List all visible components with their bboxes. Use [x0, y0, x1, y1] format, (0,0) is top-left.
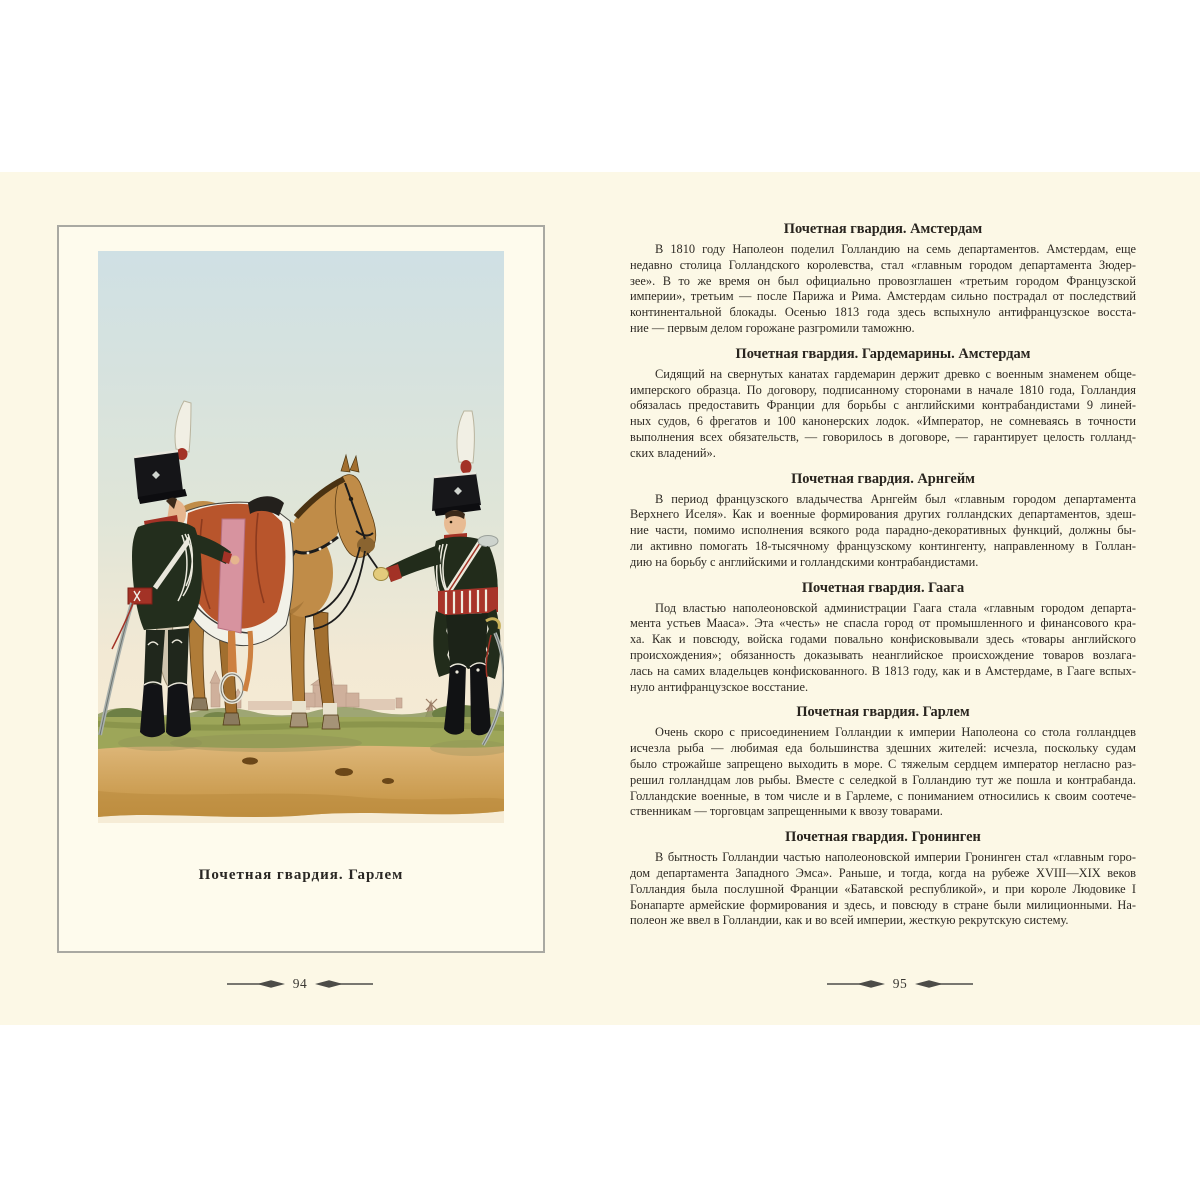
body-line: Верхнего Иселя». Как и военные формирования других голландских департаментов, здеш- — [630, 507, 1136, 522]
section-heading: Почетная гвардия. Гарлем — [796, 704, 970, 721]
shadow — [118, 735, 202, 751]
folio-right — [600, 976, 1200, 992]
hoof — [191, 698, 208, 710]
body-line: ских владений». — [630, 445, 716, 460]
illustration-plate — [57, 225, 545, 953]
body-line: зее». В то же время он был официально провозглашен «третьим городом Французской — [630, 273, 1136, 288]
body-line: нуло антифранцузское восстание. — [630, 679, 809, 694]
breeches — [446, 613, 488, 669]
body-line: Бонапарте армейские формирования и здесь, и повсюду в стране были милиционными. На- — [630, 897, 1136, 912]
section-heading: Почетная гвардия. Гардемарины. Амстердам — [735, 345, 1031, 362]
body-line: Сидящий на свернутых канатах гардемарин держит древко с военным знаменем обще- — [655, 366, 1136, 381]
boot-tassel — [476, 668, 479, 671]
folio-left — [0, 976, 600, 992]
flourish-left-of-94 — [227, 979, 285, 989]
paper-spread — [0, 172, 1200, 1025]
body-line: имперского образца. По договору, подписанному сторонами в начале 1810 года, Голландия — [630, 382, 1136, 397]
eye — [450, 521, 453, 524]
flourish-right-of-95 — [915, 979, 973, 989]
girth-pink — [218, 519, 245, 633]
section-heading: Почетная гвардия. Арнгейм — [791, 470, 975, 487]
text-section — [630, 580, 1136, 696]
hoof — [322, 715, 340, 729]
cartridge-box — [128, 588, 152, 604]
body-line: В период французского владычества Арнгейм был «главным городом департамента — [655, 491, 1136, 506]
boot — [140, 683, 165, 737]
body-line: В 1810 году Наполеон поделил Голландию на семь департаментов. Амстердам, еще — [655, 242, 1136, 256]
body-line: ние части, помимо исполнения всякого рода парадно-декоративных функций, должны бы- — [630, 523, 1136, 538]
body-line: исчезла рыба — любимая еда большинства здешних жителей: исчезла, поскольку судам — [630, 741, 1136, 756]
body-line: дом департамента Западного Эмса». Раньше, и тогда, когда на рубеже XVIII—XIX веков — [630, 865, 1136, 880]
dirt-clump — [335, 768, 353, 776]
plate-caption: Почетная гвардия. Гарлем — [198, 867, 404, 883]
text-section — [630, 346, 1136, 462]
glove-holding-bridle — [374, 568, 389, 581]
hoof — [223, 713, 240, 725]
plume-base-red — [461, 460, 472, 474]
section-heading: Почетная гвардия. Гронинген — [785, 829, 981, 846]
text-section — [630, 704, 1136, 820]
body-line: происхождения»; обязанность доказывать неанглийское происхождение товаров возлага- — [630, 647, 1136, 662]
body-line: Голландия была послушной Франции «Батавской республикой», и при короле Людовике I — [630, 881, 1136, 896]
dirt-clump — [382, 778, 394, 784]
body-line: континентальной блокады. Осенью 1813 года здесь вспыхнуло антифранцузское восста- — [630, 305, 1136, 320]
body-line: ственникам — торговцам запрещенными к ввозу товарами. — [630, 804, 943, 819]
body-line: дию на борьбу с английскими и голландскими контрабандистами. — [630, 554, 979, 569]
hoof — [290, 713, 308, 727]
breech-right — [168, 628, 189, 685]
body-line: полеон же ввел в Голландии, как и во всей империи, жесткую рекрутскую систему. — [630, 913, 1069, 928]
body-line: Очень скоро с присоединением Голландии к империи Наполеона со стола голландцев — [655, 725, 1136, 740]
section-heading: Почетная гвардия. Гаага — [801, 579, 965, 596]
flourish-left-of-95 — [827, 979, 885, 989]
boot-tassel — [455, 670, 458, 673]
body-line: лась на самих владельцев конфискованного. В 1813 году, как и в Амстердаме, в Гааге вспых- — [630, 663, 1136, 678]
body-line: было строжайше запрещено выходить в море. С тяжелым сердцем император негласно раз- — [630, 756, 1136, 771]
body-line: выполнения всех обязательств, — говорилось в договоре, — гарантирует целость голланд- — [630, 429, 1136, 444]
page-number-left: 94 — [292, 976, 308, 991]
body-line: Голландские военные, в том числе и в Гарлеме, с пониманием относились к своим соотече- — [630, 788, 1136, 803]
body-line: недавно столица Голландского королевства, стал «главным городом департамента Зюдер- — [630, 257, 1136, 272]
body-line: обязалась предоставить Франции для борьбы с английскими контрабандистами 9 линей- — [630, 398, 1136, 413]
flourish-right-of-94 — [315, 979, 373, 989]
text-section — [630, 471, 1136, 571]
body-line: Под властью наполеоновской администрации Гаага стала «главным городом департа- — [655, 600, 1136, 615]
body-line: ли активно помогать 18-тысячному французскому контингенту, направленному в Голлан- — [630, 538, 1136, 553]
page-number-right: 95 — [892, 976, 908, 991]
body-line: ха. Как и повсюду, войска годами повально конфисковывали здесь «товары английского — [630, 632, 1136, 647]
boot — [166, 683, 191, 737]
hand — [231, 556, 240, 565]
plate-watercolor — [98, 251, 504, 823]
white-sock — [292, 701, 306, 713]
body-line: мента устьев Мааса». Эта «честь» не спасла город от промышленного и финансового кра- — [630, 616, 1136, 631]
text-section — [630, 221, 1136, 337]
text-section — [630, 829, 1136, 929]
text-column — [630, 221, 1136, 929]
body-line: ных судов, 6 фрегатов и 100 канонерских лодок. «Император, не сомневаясь в точности — [630, 414, 1136, 429]
body-line: решил голландцам лов рыбы. Вместе с селедкой в Голландию тут же пошла и контрабанда. — [630, 772, 1136, 787]
white-sock — [323, 703, 337, 715]
body-line: В бытность Голландии частью наполеоновской империи Гронинген стал «главным горо- — [655, 850, 1136, 865]
epaulette — [478, 536, 498, 547]
body-line: ние — первым делом горожане разгромили таможню. — [630, 320, 915, 335]
section-heading: Почетная гвардия. Амстердам — [783, 221, 983, 237]
dirt-clump — [242, 757, 258, 764]
body-line: империи», третьим — после Парижа и Рима. Амстердам сильно пострадал от последствий — [630, 289, 1136, 304]
